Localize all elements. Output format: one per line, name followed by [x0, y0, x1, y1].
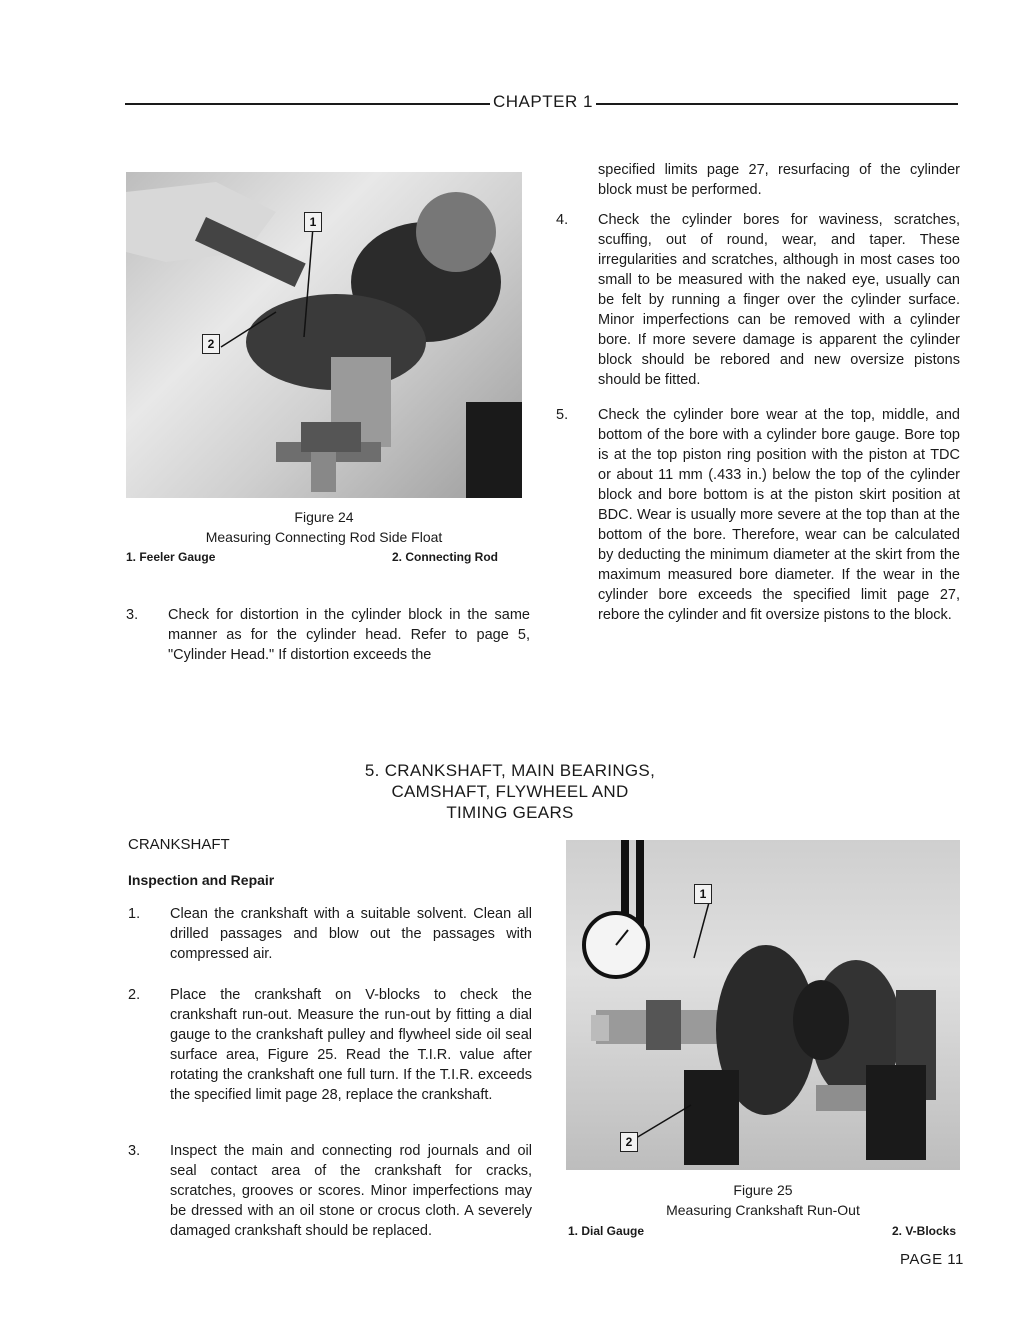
list-number: 4. — [556, 212, 569, 228]
figure-24-callout-2: 2 — [202, 334, 220, 354]
figure-24-number: Figure 24 — [294, 509, 354, 525]
figure-25-legend-2: 2. V-Blocks — [892, 1224, 957, 1238]
figure-25-illustration — [566, 840, 960, 1170]
figure-25-photo — [566, 840, 960, 1170]
right-continuation-text: specified limits page 27, resurfacing of the cylinder block must be performed. — [598, 162, 960, 198]
header-rule-left — [125, 103, 490, 105]
section-title-line-2: CAMSHAFT, FLYWHEEL AND — [391, 782, 629, 801]
figure-25-caption — [566, 1180, 960, 1220]
list-text: Clean the crankshaft with a suitable solvent. Clean all drilled passages and blow out the passages with compressed air. — [170, 906, 532, 962]
figure-25-number: Figure 25 — [733, 1182, 793, 1198]
list-number: 2. — [128, 987, 141, 1003]
figure-24-photo — [126, 172, 522, 498]
subheading-crankshaft: CRANKSHAFT — [128, 836, 230, 853]
section-title-line-3: TIMING GEARS — [446, 803, 574, 822]
header-rule-right — [596, 103, 958, 105]
list-number: 3. — [128, 1143, 141, 1159]
list-number: 1. — [128, 906, 141, 922]
figure-25-callout-2: 2 — [620, 1132, 638, 1152]
list-text: Inspect the main and connecting rod journals and oil seal contact area of the crankshaft for cracks, scratches, grooves or scores. Minor imperfections may be dressed with an oil stone or crocus cloth. A severely damaged crankshaft should be replaced. — [170, 1143, 532, 1239]
list-number: 5. — [556, 407, 569, 423]
figure-25-legend-1: 1. Dial Gauge — [568, 1224, 645, 1238]
subheading-inspection-repair: Inspection and Repair — [128, 872, 275, 888]
list-text: Check for distortion in the cylinder block in the same manner as for the cylinder head. Refer to page 5, "Cylinder Head." If distortion exceeds the — [168, 607, 530, 663]
section-title-line-1: 5. CRANKSHAFT, MAIN BEARINGS, — [364, 761, 656, 780]
figure-25-title: Measuring Crankshaft Run-Out — [666, 1202, 860, 1218]
list-number: 3. — [126, 607, 139, 623]
section-title — [300, 760, 720, 823]
list-text: Place the crankshaft on V-blocks to check the crankshaft run-out. Measure the run-out by fitting a dial gauge to the crankshaft pulley and flywheel side oil seal surface area, Figure 25. Read the T.I.R. value after rotating the crankshaft one full turn. If the T.I.R. exceeds the specified limit page 28, replace the crankshaft. — [170, 987, 532, 1103]
figure-25-callout-1: 1 — [694, 884, 712, 904]
page-number: PAGE 11 — [900, 1251, 964, 1268]
figure-24-title: Measuring Connecting Rod Side Float — [205, 529, 443, 545]
list-text: Check the cylinder bore wear at the top, middle, and bottom of the bore with a cylinder bore gauge. Bore top is at the top piston ring position with the piston at TDC or about 11 mm (.433 in.) below the top of the cylinder block and bore bottom is at the piston skirt position at BDC. Wear is usually more severe at the top than at the bottom of the bore. Therefore, wear can be calculated by deducting the minimum diameter at the skirt from the maximum measured bore diameter. If the wear in the cylinder bore exceeds the specified limit page 27, rebore the cylinder and fit oversize pistons to the block. — [598, 407, 960, 623]
figure-24-caption — [126, 507, 522, 547]
figure-24-illustration — [126, 172, 522, 498]
figure-24-legend-1: 1. Feeler Gauge — [126, 550, 216, 564]
figure-24-legend-2: 2. Connecting Rod — [392, 550, 498, 564]
list-text: Check the cylinder bores for waviness, scratches, scuffing, out of round, wear, and taper. These irregularities and scratches, although in most cases too small to be measured with the naked eye, usually can be felt by running a finger over the cylinder surface. Minor imperfections can be removed with a cylinder bore. If more severe damage is apparent the cylinder block should be rebored and new oversize pistons should be fitted. — [598, 212, 960, 388]
chapter-title: CHAPTER 1 — [493, 92, 593, 111]
figure-24-callout-1: 1 — [304, 212, 322, 232]
